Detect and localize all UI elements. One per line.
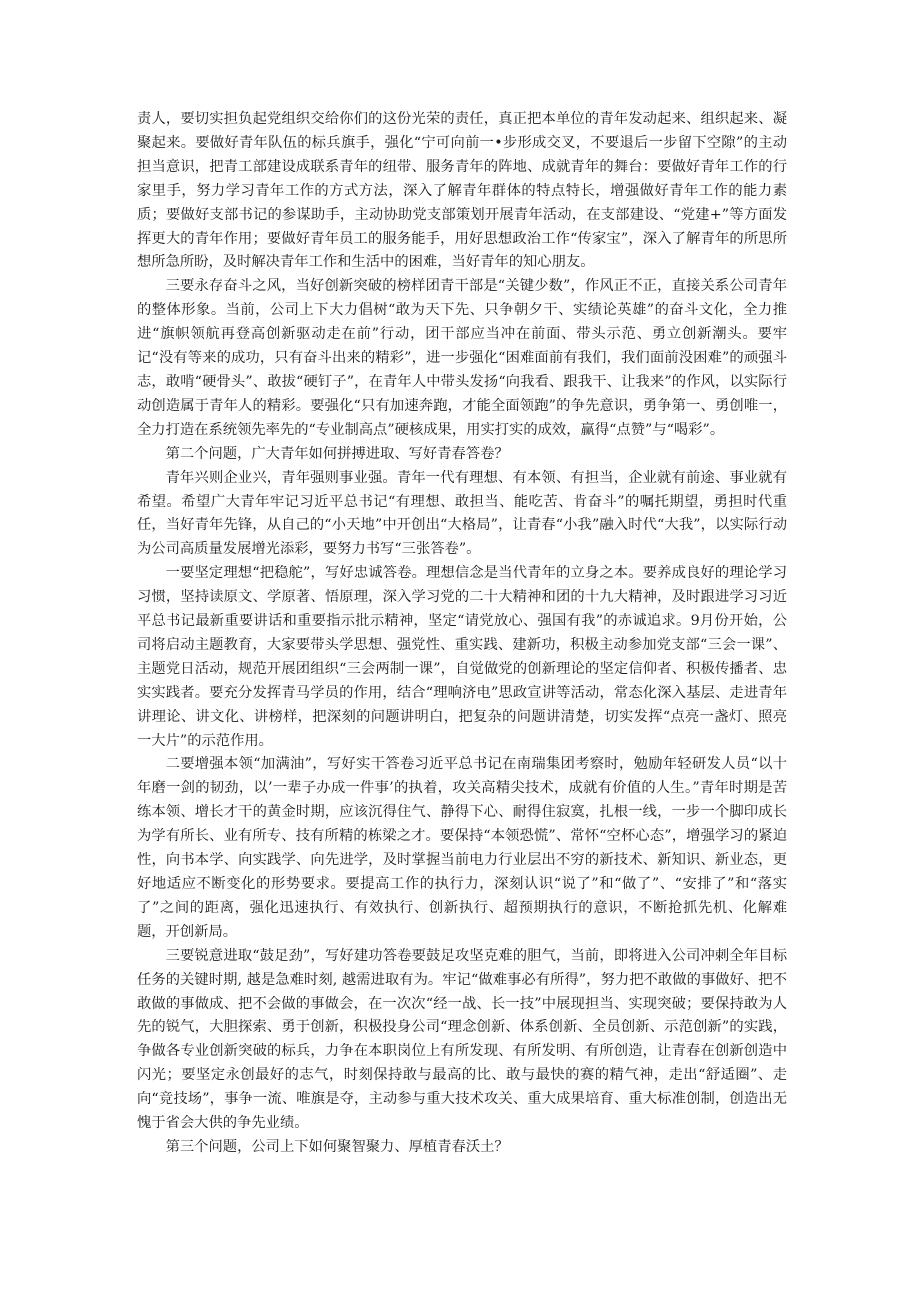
section-heading-3: 第三个问题，公司上下如何聚智聚力、厚植青春沃土？ [165,1138,509,1155]
paragraph-4: 一要坚定理想“把稳舵”，写好忠诚答卷。理想信念是当代青年的立身之本。要养成良好的理论学习习惯，坚持读原文、学原著、悟原理，深入学习党的二十大精神和团的十九大精神，及时跟进学习习近平总书记最新重要讲话和重要指示批示精神，坚定“请党放心、强国有我”的赤诚追求。9月份开始，公司将启动主题教育，大家要带头学思想、强党性、重实践、建新功，积极主动参加党支部“三会一课”、主题党日活动，规范开展团组织“三会两制一课”，自觉做党的创新理论的坚定信仰者、积极传播者、忠实实践者。要充分发挥青马学员的作用，结合“理响济电”思政宣讲等活动，常态化深入基层、走进青年讲理论、讲文化、讲榜样，把深刻的问题讲明白，把复杂的问题讲清楚，切实发挥“点亮一盏灯、照亮一大片”的示范作用。 [137,565,787,749]
paragraph-3: 青年兴则企业兴，青年强则事业强。青年一代有理想、有本领、有担当，企业就有前途、事业就有希望。希望广大青年牢记习近平总书记“有理想、敢担当、能吃苦、肯奋斗”的嘱托期望，勇担时代重任，当好青年先锋，从自己的“小天地”中开创出“大格局”，让青春“小我”融入时代“大我”，以实际行动为公司高质量发展增光添彩，要努力书写“三张答卷”。 [137,469,787,558]
paragraph-2: 三要永存奋斗之风，当好创新突破的榜样团青干部是“关键少数”，作风正不正，直接关系公司青年的整体形象。当前，公司上下大力倡树“敢为天下先、只争朝夕干、实绩论英雄”的奋斗文化，全力推进“旗帜领航再登高创新驱动走在前”行动，团干部应当冲在前面、带头示范、勇立创新潮头。要牢记“没有等来的成功，只有奋斗出来的精彩”，进一步强化“困难面前有我们，我们面前没困难”的顽强斗志，敢啃“硬骨头”、敢拔“硬钉子”，在青年人中带头发扬“向我看、跟我干、让我来”的作风，以实际行动创造属于青年人的精彩。要强化“只有加速奔跑，才能全面领跑”的争先意识，勇争第一、勇创唯一，全力打造在系统领先率先的“专业制高点”硬核成果，用实打实的成效，赢得“点赞”与“喝彩”。 [137,278,787,438]
paragraph-1: 责人，要切实担负起党组织交给你们的这份光荣的责任，真正把本单位的青年发动起来、组织起来、凝聚起来。要做好青年队伍的标兵旗手，强化“宁可向前一•步形成交叉，不要退后一步留下空隙”的主动担当意识，把青工部建设成联系青年的纽带、服务青年的阵地、成就青年的舞台：要做好青年工作的行家里手，努力学习青年工作的方式方法，深入了解青年群体的特点特长，增强做好青年工作的能力素质；要做好支部书记的参谋助手，主动协助党支部策划开展青年活动，在支部建设、“党建+”等方面发挥更大的青年作用；要做好青年员工的服务能手，用好思想政治工作“传家宝”，深入了解青年的所思所想所急所盼，及时解决青年工作和生活中的困难，当好青年的知心朋友。 [137,111,787,271]
paragraph-6: 三要锐意进取“鼓足劲”，写好建功答卷要鼓足攻坚克难的胆气，当前，即将进入公司冲刺全年目标任务的关键时期, 越是急难时刻, 越需进取有为。牢记“做难事必有所得”，努力把不敢做的事做好、把不敢做的事做成、把不会做的事做会，在一次次“经一战、长一技”中展现担当、实现突破；要保持敢为人先的锐气，大胆探索、勇于创新，积极投身公司“理念创新、体系创新、全员创新、示范创新”的实践，争做各专业创新突破的标兵，力争在本职岗位上有所发现、有所发明、有所创造，让青春在创新创造中闪光；要坚定永创最好的志气，时刻保持敢与最高的比、敢与最快的赛的精气神，走出“舒适圈”、走向“竞技场”，事争一流、唯旗是夺，主动参与重大技术攻关、重大成果培育、重大标准创制，创造出无愧于省会大供的争先业绩。 [137,947,787,1132]
paragraph-5: 二要增强本领“加满油”，写好实干答卷习近平总书记在南瑞集团考察时，勉励年轻研发人员“以十年磨一剑的韧劲，以’一辈子办成一件事’的执着，攻关高精尖技术，成就有价值的人生。”青年时期是苦练本领、增长才干的黄金时期，应该沉得住气、静得下心、耐得住寂寞，扎根一线，一步一个脚印成长为学有所长、业有所专、技有所精的栋梁之才。要保持“本领恐慌”、常怀“空杯心态”，增强学习的紧迫性，向书本学、向实践学、向先进学，及时掌握当前电力行业层出不穷的新技术、新知识、新业态，更好地适应不断变化的形势要求。要提高工作的执行力，深刻认识“说了”和“做了”、“安排了”和“落实了”之间的距离，强化迅速执行、有效执行、创新执行、超预期执行的意识，不断抢抓先机、化解难题，开创新局。 [137,756,787,940]
section-heading-2: 第二个问题，广大青年如何拼搏进取、写好青春答卷？ [165,445,509,462]
document-body [137,108,787,1160]
